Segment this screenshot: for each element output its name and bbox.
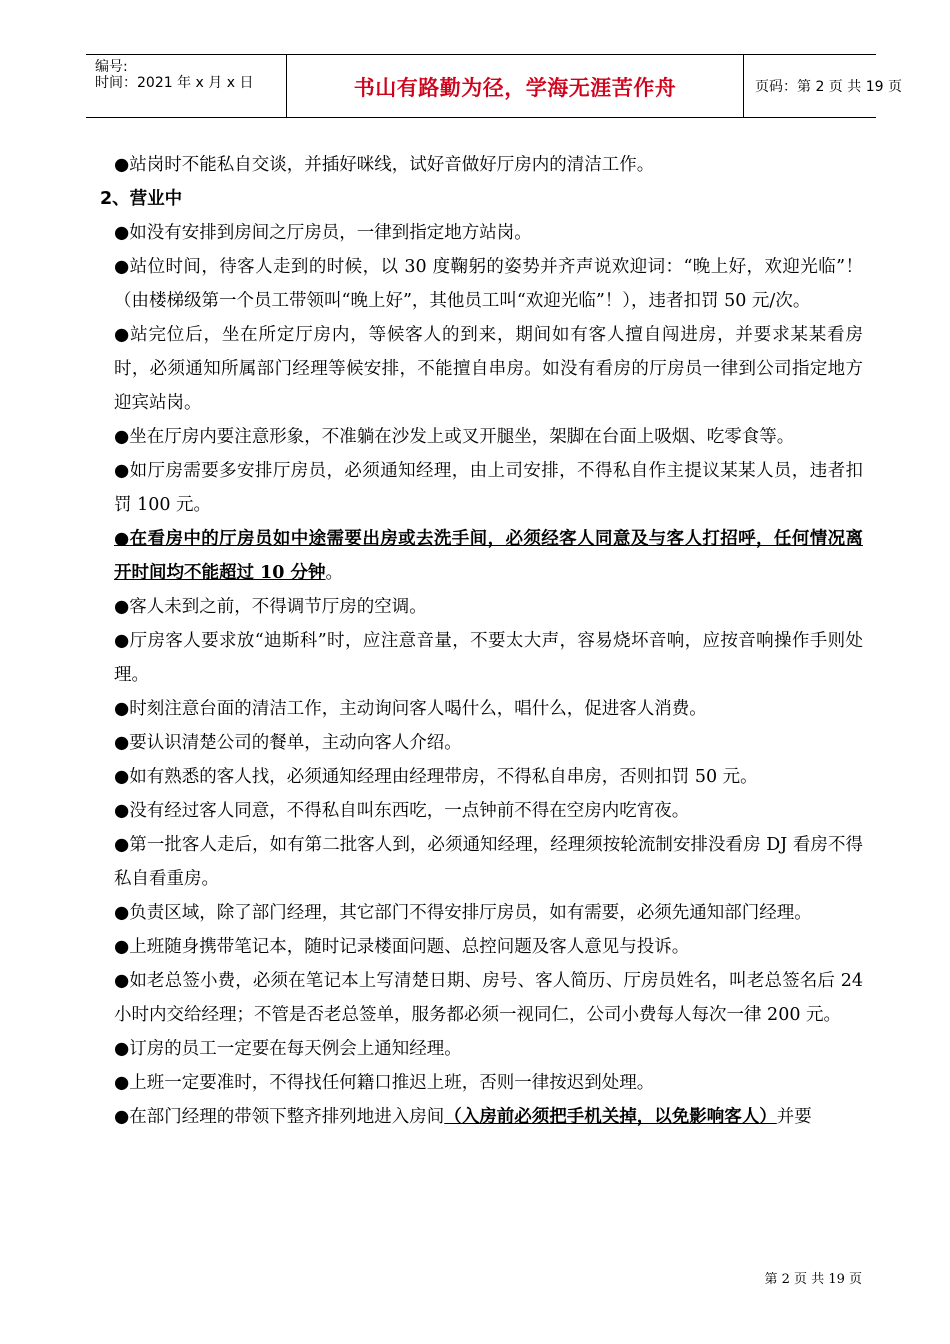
header-page-cell xyxy=(744,55,902,117)
paragraph-start: ●在部门经理的带领下整齐排列地进入房间 xyxy=(114,1107,445,1127)
document-number-label: 编号: xyxy=(95,59,128,75)
emphasized-rule: 在看房中的厅房员如中途需要出房或去洗手间，必须经客人同意及与客人打招呼，任何情况离开时间均不能超过 10 分钟 xyxy=(114,529,863,583)
page-footer: 第 2 页 共 19 页 xyxy=(764,1272,862,1287)
paragraph: ●订房的员工一定要在每天例会上通知经理。 xyxy=(114,1039,462,1059)
paragraph: ●坐在厅房内要注意形象，不准躺在沙发上或叉开腿坐，架脚在台面上吸烟、吃零食等。 xyxy=(114,427,795,447)
paragraph: ●上班一定要准时，不得找任何籍口推迟上班，否则一律按迟到处理。 xyxy=(114,1073,655,1093)
paragraph: ●站完位后，坐在所定厅房内，等候客人的到来，期间如有客人擅自闯进房，并要求某某看房时，必须通知所属部门经理等候安排，不能擅自串房。如没有看房的厅房员一律到公司指定地方迎宾站岗。 xyxy=(114,325,863,413)
section-heading: 2、营业中 xyxy=(100,189,183,209)
paragraph: ●第一批客人走后，如有第二批客人到，必须通知经理，经理须按轮流制安排没看房 DJ 看房不得私自看重房。 xyxy=(114,835,863,889)
paragraph: ●没有经过客人同意，不得私自叫东西吃，一点钟前不得在空房内吃宵夜。 xyxy=(114,801,690,821)
paragraph: ●上班随身携带笔记本，随时记录楼面问题、总控问题及客人意见与投诉。 xyxy=(114,937,690,957)
paragraph: ●时刻注意台面的清洁工作，主动询问客人喝什么，唱什么，促进客人消费。 xyxy=(114,699,707,719)
header-motto: 书山有路勤为径，学海无涯苦作舟 xyxy=(353,76,677,100)
header-meta xyxy=(86,55,286,117)
page-header xyxy=(86,54,902,118)
paragraph-mixed xyxy=(100,1100,863,1134)
paragraph: ●如老总签小费，必须在笔记本上写清楚日期、房号、客人简历、厅房员姓名，叫老总签名后 24 小时内交给经理；不管是否老总签单，服务都必须一视同仁，公司小费每人每次一律 200 元。 xyxy=(114,971,863,1025)
paragraph: ●如没有安排到房间之厅房员，一律到指定地方站岗。 xyxy=(114,223,532,243)
paragraph-continuation: 并要 xyxy=(776,1107,812,1127)
paragraph: ●如厅房需要多安排厅房员，必须通知经理，由上司安排，不得私自作主提议某某人员，违者扣罚 100 元。 xyxy=(114,461,863,515)
header-page-label: 页码：第 2 页 共 19 页 xyxy=(755,79,902,95)
document-body xyxy=(100,148,863,1134)
paragraph: ●厅房客人要求放“迪斯科”时，应注意音量，不要太大声，容易烧坏音响，应按音响操作手则处理。 xyxy=(114,631,863,685)
bullet: ● xyxy=(114,529,130,549)
paragraph: ●要认识清楚公司的餐单，主动向客人介绍。 xyxy=(114,733,462,753)
emphasized-note: （入房前必须把手机关掉，以免影响客人） xyxy=(444,1107,777,1127)
paragraph: ●如有熟悉的客人找，必须通知经理由经理带房，不得私自串房，否则扣罚 50 元。 xyxy=(114,767,758,787)
document-time-label: 时间：2021 年 x 月 x 日 xyxy=(95,75,254,91)
paragraph-emphasis xyxy=(100,522,863,590)
paragraph: ●站岗时不能私自交谈，并插好咪线，试好音做好厅房内的清洁工作。 xyxy=(114,155,655,175)
paragraph-end: 。 xyxy=(325,563,344,583)
paragraph: ●负责区域，除了部门经理，其它部门不得安排厅房员，如有需要，必须先通知部门经理。 xyxy=(114,903,812,923)
paragraph: ●客人未到之前，不得调节厅房的空调。 xyxy=(114,597,427,617)
header-motto-cell xyxy=(286,55,744,117)
paragraph: ●站位时间，待客人走到的时候，以 30 度鞠躬的姿势并齐声说欢迎词：“晚上好，欢迎光临”！（由楼梯级第一个员工带领叫“晚上好”，其他员工叫“欢迎光临”！），违者扣罚 50 元/次。 xyxy=(114,257,863,311)
